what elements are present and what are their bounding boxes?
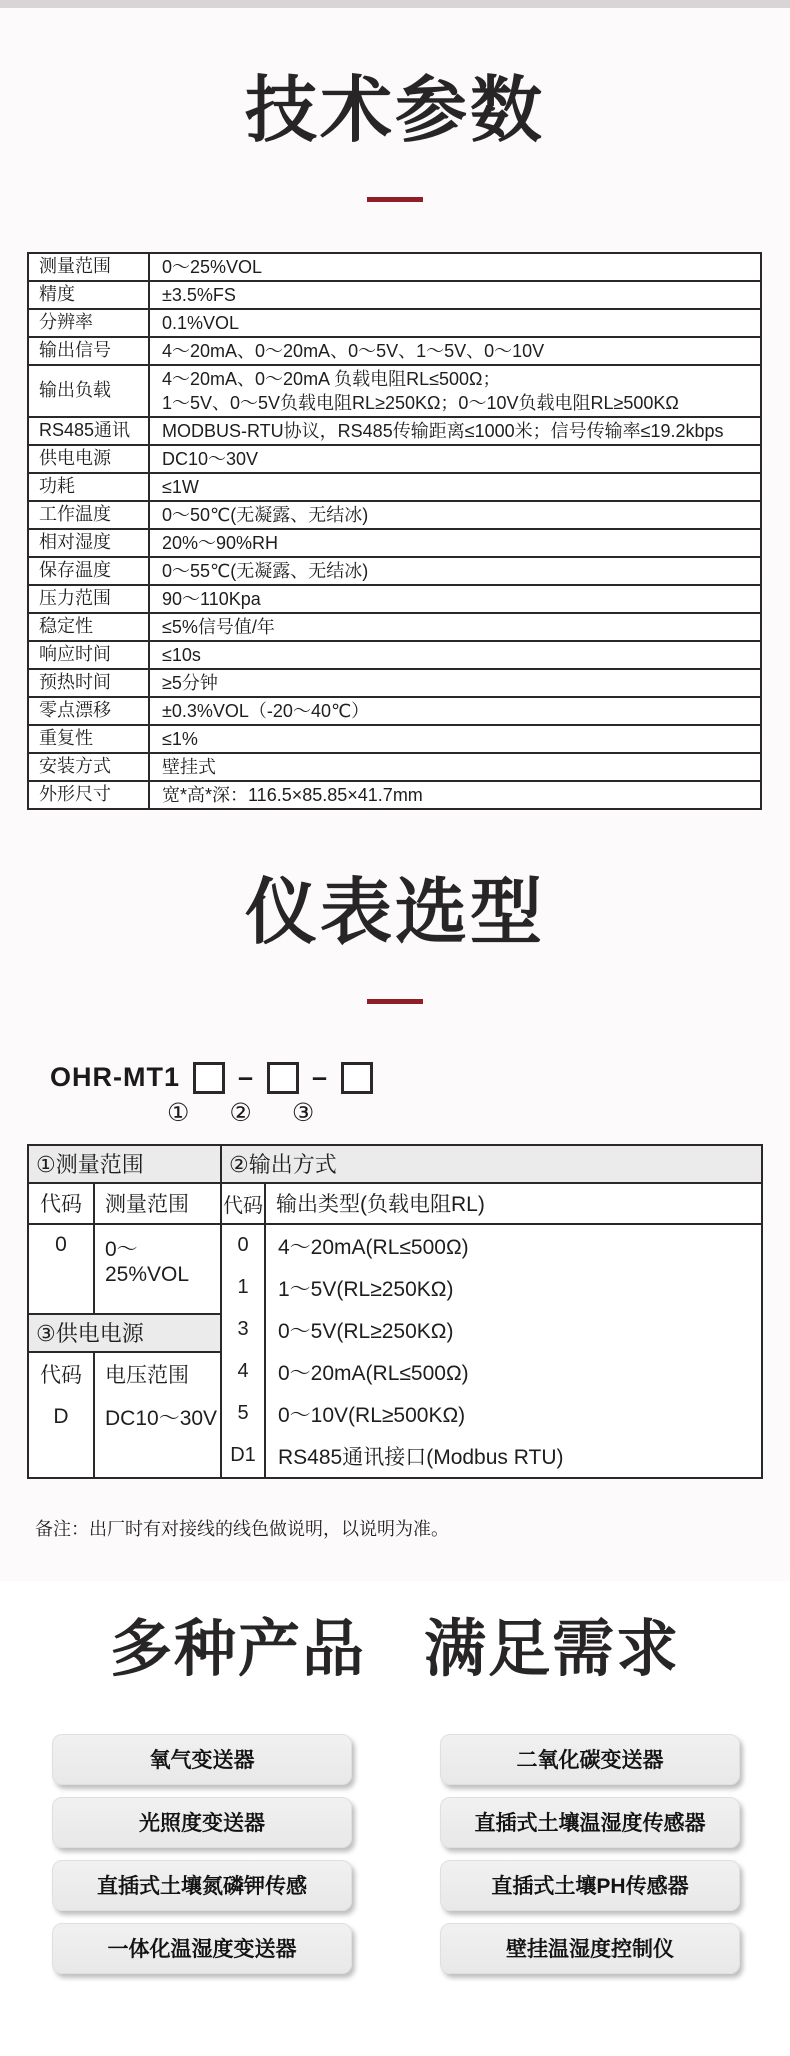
model-slot-marks	[167, 1098, 790, 1128]
title-underline	[367, 197, 423, 202]
section2-value-cell: 4～20mA(RL≤500Ω)	[278, 1235, 469, 1259]
product-button[interactable]: 直插式土壤氮磷钾传感	[52, 1860, 352, 1911]
section3-data-area	[29, 1353, 220, 1477]
spec-value-line: 宽*高*深：116.5×85.85×41.7mm	[162, 784, 423, 805]
section2-value-column	[266, 1225, 761, 1477]
spec-value-cell	[150, 726, 760, 752]
spec-value-cell	[150, 502, 760, 528]
product-button[interactable]: 壁挂温湿度控制仪	[440, 1923, 740, 1974]
spec-label-cell: 重复性	[29, 726, 150, 752]
remark-note: 备注：出厂时有对接线的线色做说明，以说明为准。	[35, 1518, 449, 1539]
spec-value-line: 0～55℃(无凝露、无结冰)	[162, 560, 369, 581]
spec-value-line: ≥5分钟	[162, 672, 218, 693]
instrument-selection-title: 仪表选型	[244, 872, 545, 953]
spec-table-row	[29, 754, 760, 782]
slot-mark-1: ①	[167, 1098, 190, 1127]
spec-value-line: 0.1%VOL	[162, 312, 240, 333]
spec-label-cell: 预热时间	[29, 670, 150, 696]
spec-table-row	[29, 614, 760, 642]
product-button[interactable]: 直插式土壤温湿度传感器	[440, 1797, 740, 1848]
section2-value-cell: 0～20mA(RL≤500Ω)	[278, 1361, 469, 1385]
spec-table	[27, 252, 762, 810]
selection-table-right	[222, 1146, 761, 1477]
spec-value-line: 壁挂式	[162, 756, 216, 777]
section2-value-header: 输出类型(负载电阻RL)	[276, 1193, 485, 1217]
spec-value-cell	[150, 474, 760, 500]
spec-value-line: MODBUS-RTU协议，RS485传输距离≤1000米；信号传输率≤19.2kbps	[162, 420, 724, 441]
products-column-right	[440, 1734, 740, 1974]
section3-value-column	[95, 1353, 220, 1477]
spec-label-cell: RS485通讯	[29, 418, 150, 444]
spec-value-cell	[150, 670, 760, 696]
spec-label-cell: 输出负载	[29, 366, 150, 416]
spec-value-cell	[150, 558, 760, 584]
section3-code-header: 代码	[40, 1364, 82, 1388]
product-button[interactable]: 光照度变送器	[52, 1797, 352, 1848]
spec-table-row	[29, 782, 760, 810]
spec-table-row	[29, 474, 760, 502]
model-slot-box-2	[267, 1062, 299, 1094]
spec-value-line: ≤1W	[162, 476, 199, 497]
spec-value-cell	[150, 338, 760, 364]
spec-table-row	[29, 338, 760, 366]
products-column-left	[52, 1734, 352, 1974]
spec-value-cell	[150, 254, 760, 280]
spec-value-line: 20%～90%RH	[162, 532, 279, 553]
spec-value-cell	[150, 782, 760, 808]
selection-table-left	[29, 1146, 222, 1477]
spec-value-line: ±0.3%VOL（-20～40℃）	[162, 700, 370, 721]
spec-table-row	[29, 586, 760, 614]
spec-table-row	[29, 446, 760, 474]
products-section	[0, 1581, 790, 2056]
products-grid	[0, 1688, 790, 1974]
spec-label-cell: 供电电源	[29, 446, 150, 472]
section2-code-cell: D1	[230, 1444, 256, 1467]
section2-data-area	[222, 1225, 761, 1477]
section2-code-cell: 4	[237, 1360, 249, 1383]
section2-column-headers	[222, 1184, 761, 1225]
spec-value-line: ±3.5%FS	[162, 284, 236, 305]
tech-params-title: 技术参数	[244, 71, 545, 151]
products-title-left: 多种产品	[109, 1614, 366, 1684]
section1-code-header: 代码	[29, 1184, 95, 1223]
spec-label-cell: 响应时间	[29, 642, 150, 668]
spec-table-row	[29, 418, 760, 446]
spec-table-row	[29, 366, 760, 418]
model-dash: –	[312, 1062, 329, 1093]
section3-value-header: 电压范围	[105, 1364, 189, 1388]
model-slot-box-1	[193, 1062, 225, 1094]
section2-code-header: 代码	[222, 1184, 266, 1223]
spec-table-row	[29, 502, 760, 530]
spec-value-line: 4～20mA、0～20mA、0～5V、1～5V、0～10V	[162, 340, 545, 361]
spec-value-line: 1～5V、0～5V负载电阻RL≥250KΩ；0～10V负载电阻RL≥500KΩ	[162, 392, 679, 413]
spec-value-line: ≤10s	[162, 644, 201, 665]
section3-header: ③供电电源	[29, 1315, 220, 1353]
section2-value-cell: 1～5V(RL≥250KΩ)	[278, 1277, 454, 1301]
title-underline	[367, 999, 423, 1004]
upper-section	[0, 8, 790, 1581]
spec-table-row	[29, 642, 760, 670]
model-code-line	[50, 1062, 790, 1094]
spec-table-row	[29, 282, 760, 310]
spec-label-cell: 稳定性	[29, 614, 150, 640]
spec-value-line: DC10～30V	[162, 448, 259, 469]
product-button[interactable]: 一体化温湿度变送器	[52, 1923, 352, 1974]
spec-label-cell: 分辨率	[29, 310, 150, 336]
spec-label-cell: 压力范围	[29, 586, 150, 612]
spec-label-cell: 保存温度	[29, 558, 150, 584]
product-button[interactable]: 直插式土壤PH传感器	[440, 1860, 740, 1911]
section1-data-row	[29, 1225, 220, 1315]
section2-value-cell: 0～10V(RL≥500KΩ)	[278, 1403, 466, 1427]
section2-value-cell: 0～5V(RL≥250KΩ)	[278, 1319, 454, 1343]
section3-value-cell: DC10～30V	[105, 1407, 218, 1431]
spec-table-row	[29, 558, 760, 586]
spec-value-cell	[150, 282, 760, 308]
selection-table	[27, 1144, 763, 1479]
spec-value-cell	[150, 698, 760, 724]
section3-code-column	[29, 1353, 95, 1477]
spec-value-cell	[150, 366, 760, 416]
spec-value-line: 90～110Kpa	[162, 588, 261, 609]
product-button[interactable]: 二氧化碳变送器	[440, 1734, 740, 1785]
spec-value-cell	[150, 614, 760, 640]
section2-header: ②输出方式	[222, 1146, 761, 1184]
spec-label-cell: 相对湿度	[29, 530, 150, 556]
spec-label-cell: 外形尺寸	[29, 782, 150, 808]
spec-value-line: 0～25%VOL	[162, 256, 263, 277]
section1-column-headers	[29, 1184, 220, 1225]
spec-value-cell	[150, 530, 760, 556]
section2-code-cell: 1	[237, 1276, 249, 1299]
spec-label-cell: 精度	[29, 282, 150, 308]
spec-value-cell	[150, 310, 760, 336]
section2-code-cell: 3	[237, 1318, 249, 1341]
slot-mark-3: ③	[291, 1098, 315, 1127]
spec-value-cell	[150, 446, 760, 472]
section2-code-column	[222, 1225, 266, 1477]
model-prefix: OHR-MT1	[50, 1062, 180, 1093]
spec-value-line: 4～20mA、0～20mA 负载电阻RL≤500Ω；	[162, 368, 501, 389]
product-button[interactable]: 氧气变送器	[52, 1734, 352, 1785]
section1-value-cell: 0～25%VOL	[105, 1237, 190, 1286]
products-title-right: 满足需求	[424, 1614, 681, 1684]
spec-value-line: ≤1%	[162, 728, 198, 749]
spec-value-cell	[150, 754, 760, 780]
model-slot-box-3	[341, 1062, 373, 1094]
section3-code-cell: D	[53, 1405, 69, 1429]
products-title	[0, 1581, 790, 1688]
section2-code-cell: 5	[237, 1402, 249, 1425]
section2-value-cell: RS485通讯接口(Modbus RTU)	[278, 1445, 564, 1469]
section1-header: ①测量范围	[29, 1146, 220, 1184]
top-gray-bar	[0, 0, 790, 8]
spec-label-cell: 零点漂移	[29, 698, 150, 724]
spec-value-cell	[150, 642, 760, 668]
spec-table-row	[29, 530, 760, 558]
spec-label-cell: 安装方式	[29, 754, 150, 780]
spec-table-row	[29, 254, 760, 282]
spec-value-cell	[150, 418, 760, 444]
slot-mark-2: ②	[229, 1098, 252, 1127]
section1-value-header: 测量范围	[105, 1193, 189, 1217]
spec-table-row	[29, 670, 760, 698]
spec-value-line: 0～50℃(无凝露、无结冰)	[162, 504, 369, 525]
spec-value-line: ≤5%信号值/年	[162, 616, 275, 637]
spec-table-row	[29, 310, 760, 338]
spec-value-cell	[150, 586, 760, 612]
spec-table-row	[29, 726, 760, 754]
spec-label-cell: 功耗	[29, 474, 150, 500]
spec-label-cell: 工作温度	[29, 502, 150, 528]
section1-code-cell: 0	[29, 1225, 95, 1313]
spec-table-row	[29, 698, 760, 726]
model-dash: –	[238, 1062, 255, 1093]
spec-label-cell: 测量范围	[29, 254, 150, 280]
section2-code-cell: 0	[237, 1234, 249, 1257]
spec-label-cell: 输出信号	[29, 338, 150, 364]
